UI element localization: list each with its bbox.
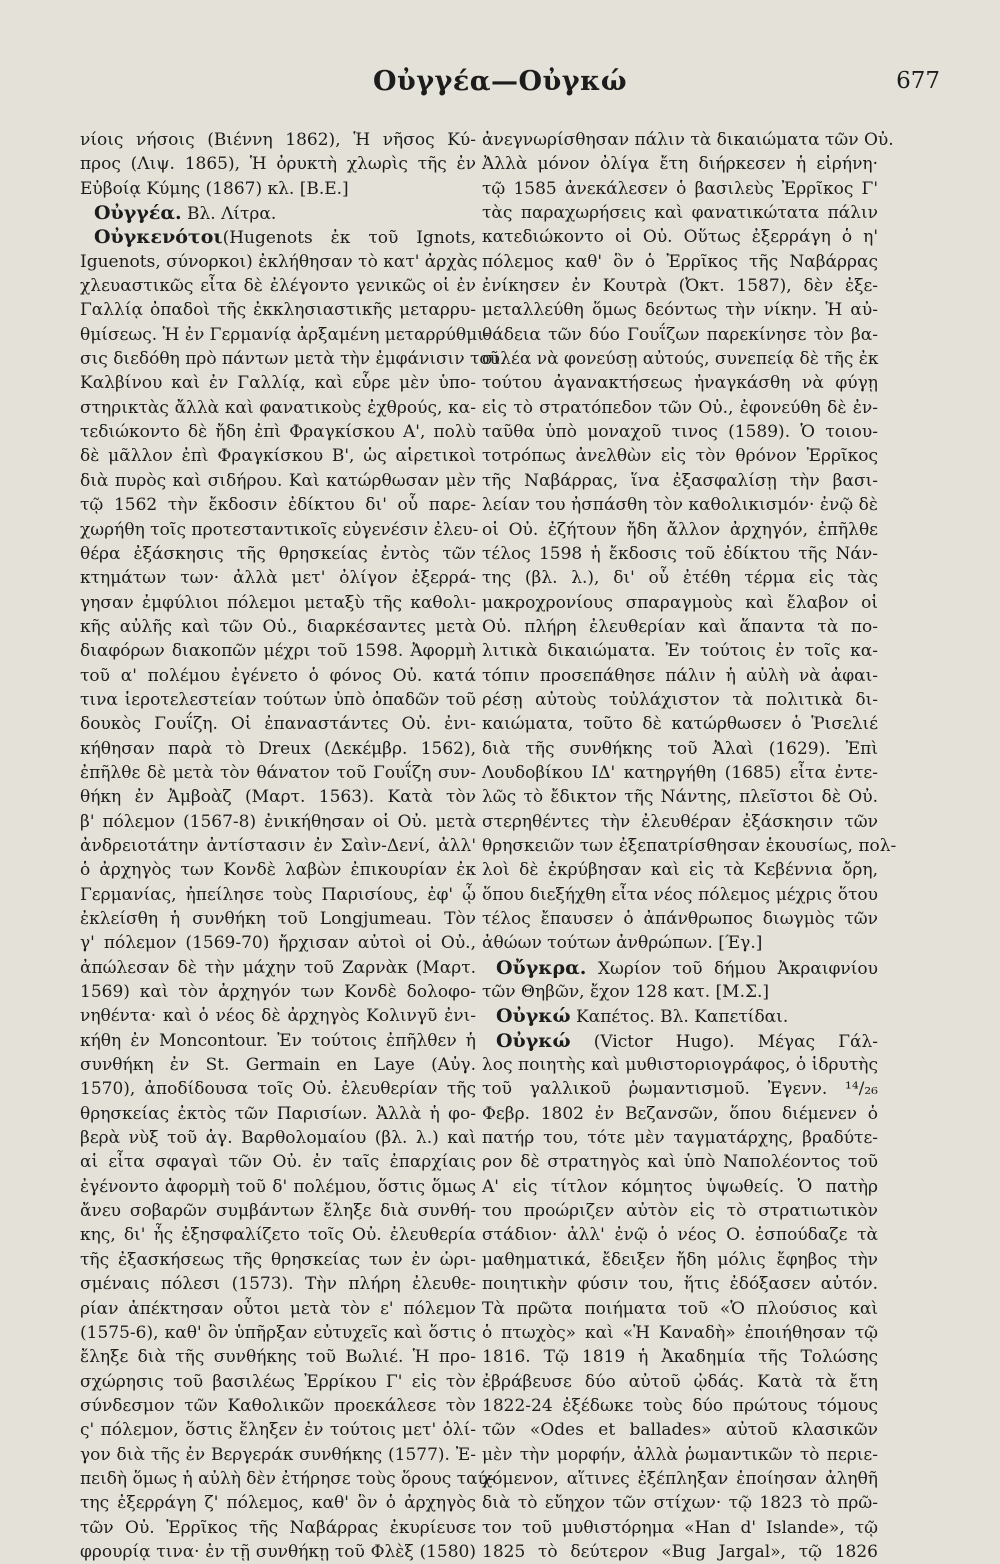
text-line <box>482 201 878 225</box>
line-text: ἀνεγνωρίσθησαν πάλιν τὰ δικαιώματα τῶν Οὐ. <box>482 130 894 150</box>
text-line <box>80 347 501 371</box>
text-line <box>80 858 476 882</box>
text-line <box>80 152 476 176</box>
text-line <box>80 1175 476 1199</box>
text-line <box>80 785 476 809</box>
running-head <box>60 66 940 106</box>
text-line <box>482 980 878 1004</box>
text-line <box>482 274 878 298</box>
page-number: 677 <box>896 68 940 94</box>
line-text: ἀνδρειοτάτην ἀντίστασιν ἐν Σαὶν-Δενί, ἀλλ' <box>80 835 476 856</box>
line-text: θήκη ἐν Ἀμβοὰζ (Μαρτ. 1563). Κατὰ τὸν <box>80 787 476 808</box>
text-line <box>80 688 476 712</box>
text-line <box>80 1126 476 1150</box>
line-text: νίοις νήσοις (Βιέννη 1862), Ἡ νῆσος Κύ- <box>80 130 476 150</box>
text-line <box>80 274 476 298</box>
text-line <box>80 1004 476 1028</box>
text-line <box>482 688 878 712</box>
text-line <box>80 1199 476 1223</box>
entry-headword: Οὐγγέα. <box>94 202 182 225</box>
line-text: λοὶ δὲ ἐκρύβησαν καὶ εἰς τὰ Κεβέννια ὄρη, <box>482 860 878 881</box>
line-text: τῶν Θηβῶν, ἔχον 128 κατ. [Μ.Σ.] <box>482 982 770 1003</box>
text-line <box>80 469 476 493</box>
text-line <box>80 639 476 663</box>
text-line <box>482 542 878 566</box>
text-line <box>80 542 476 566</box>
line-text: ἀθώων τούτων ἀνθρώπων. [Έγ.] <box>482 933 763 954</box>
line-text: της (βλ. λ.), δι' οὗ ἐτέθη τέρμα εἰς τὰς <box>482 568 878 589</box>
text-line <box>80 566 476 590</box>
text-line <box>482 177 878 201</box>
line-text: τέλος 1598 ἡ ἔκδοσις τοῦ ἐδίκτου τῆς Νάν- <box>482 543 878 564</box>
text-line <box>482 152 878 176</box>
text-line <box>80 1272 476 1296</box>
line-text: βερὰ νὺξ τοῦ ἁγ. Βαρθολομαίου (βλ. λ.) καὶ <box>80 1128 476 1149</box>
line-text: χόμενον, αἵτινες ἐξέπληξαν ἐποίησαν ἀληθῆ <box>482 1468 878 1489</box>
line-text: τον τοῦ μυθιστόρημα «Han d' Islande», τῷ <box>482 1517 878 1538</box>
entry-line <box>482 1004 878 1028</box>
line-text: σιλέα νὰ φονεύσῃ αὐτούς, συνεπείᾳ δὲ τῆς ἐκ <box>482 349 879 370</box>
line-text: σχώρησις τοῦ βασιλέως Ἐρρίκου Γ' εἰς τὸν <box>80 1371 476 1392</box>
text-line <box>80 1248 476 1272</box>
line-text: λιτικὰ δικαιώματα. Ἐν τούτοις ἐν τοῖς κα- <box>482 641 878 662</box>
line-text: Καπέτος. Βλ. Καπετίδαι. <box>570 1007 789 1028</box>
line-text: διὰ τὸ εὔηχον τῶν στίχων· τῷ 1823 τὸ πρῶ- <box>482 1493 878 1514</box>
line-text: δουκὸς Γουΐζη. Οἱ ἐπαναστάντες Οὐ. ἐνι- <box>80 714 476 735</box>
line-text: λος ποιητὴς καὶ μυθιστοριογράφος, ὁ ἱδρυτὴς <box>482 1055 878 1076</box>
line-text: στερηθέντες τὴν ἐλευθέραν ἐξάσκησιν τῶν <box>482 811 878 832</box>
text-line <box>80 1223 476 1247</box>
text-line <box>482 664 878 688</box>
line-text: ἐπῆλθε δὲ μετὰ τὸν θάνατον τοῦ Γουΐζη συν- <box>80 762 476 783</box>
line-text: ρίαν ἀπέκτησαν οὗτοι μετὰ τὸν ε' πόλεμον <box>80 1298 476 1319</box>
line-text: β' πόλεμον (1567-8) ἐνικήθησαν οἱ Οὐ. μετὰ <box>80 811 476 832</box>
line-text: συνθήκη ἐν St. Germain en Laye (Αὐγ. <box>80 1055 476 1076</box>
line-text: ἄνευ σοβαρῶν συμβάντων ἔληξε διὰ συνθή- <box>80 1201 476 1222</box>
text-line <box>80 810 476 834</box>
line-text: μεταλλεύθη ὅμως δεόντως τὴν νίκην. Ἡ αὐ- <box>482 300 878 321</box>
text-line <box>482 1272 878 1296</box>
text-line <box>80 737 476 761</box>
text-line <box>482 420 878 444</box>
line-text: ὁ ἀρχηγὸς των Κονδὲ λαβὼν ἐπικουρίαν ἐκ <box>80 860 476 881</box>
text-line <box>482 250 878 274</box>
line-text: Καλβίνου καὶ ἐν Γαλλίᾳ, καὶ εὗρε μὲν ὑπο- <box>80 373 476 394</box>
entry-headword: Οὐγκώ <box>496 1005 571 1028</box>
entry-line <box>482 1029 878 1053</box>
text-line <box>482 1223 878 1247</box>
line-text: Βλ. Λίτρα. <box>181 204 277 225</box>
line-text: πειδὴ ὅμως ἡ αὐλὴ δὲν ἐτήρησε τοὺς ὅρους ταύ- <box>80 1468 494 1489</box>
line-text: τὰς παραχωρήσεις καὶ φανατικώτατα πάλιν <box>482 203 878 224</box>
line-text: ρέσῃ αὐτοὺς τοὐλάχιστον τὰ πολιτικὰ δι- <box>482 689 878 710</box>
line-text: τοῦ α' πολέμου ἐγένετο ὁ φόνος Οὐ. κατά <box>80 665 476 686</box>
line-text: Λουδοβίκου ΙΔ' κατηργήθη (1685) εἶτα ἐντε- <box>482 762 878 783</box>
line-text: τόπιν προσεπάθησε πάλιν ἡ αὐλὴ νὰ ἀφαι- <box>482 665 878 686</box>
text-line <box>482 883 878 907</box>
line-text: τούτου ἀγανακτήσεως ἠναγκάσθη νὰ φύγῃ <box>482 373 878 394</box>
line-text: τῷ 1562 τὴν ἔκδοσιν ἐδίκτου δι' οὗ παρε- <box>80 495 476 516</box>
left-column <box>80 128 501 1564</box>
line-text: εἰς τὸ στρατόπεδον τῶν Οὐ., ἐφονεύθη δὲ ἐν- <box>482 397 878 418</box>
text-line <box>482 907 878 931</box>
text-line <box>482 1321 878 1345</box>
text-line <box>482 469 878 493</box>
text-line <box>482 444 878 468</box>
text-line <box>482 1199 878 1223</box>
line-text: σις διεδόθη πρὸ πάντων μετὰ τὴν ἐμφάνισιν τοῦ <box>80 349 501 370</box>
text-line <box>482 1370 878 1394</box>
text-line <box>80 712 476 736</box>
text-line <box>482 1418 878 1442</box>
line-text: ὅπου διεξήχθη εἶτα νέος πόλεμος μέχρις ὅτου <box>482 884 878 905</box>
line-text: 1570), ἀποδίδουσα τοῖς Οὐ. ἐλευθερίαν τῆς <box>80 1079 476 1100</box>
line-text: Γαλλίᾳ ὀπαδοὶ τῆς ἐκκλησιαστικῆς μεταρρυ- <box>80 300 476 321</box>
entry-headword: Οὔγκρα. <box>496 956 587 979</box>
line-text: κατεδιώκοντο οἱ Οὐ. Οὕτως ἐξερράγη ὁ η' <box>482 227 878 248</box>
line-text: κήθη ἐν Moncontour. Ἐν τούτοις ἐπῆλθεν ἡ <box>80 1030 476 1051</box>
line-text: (Hugenots ἐκ τοῦ Ignots, <box>222 228 476 249</box>
line-text: ἐβράβευσε δύο αὐτοῦ ᾠδάς. Κατὰ τὰ ἔτη <box>482 1371 878 1392</box>
text-line <box>482 1053 878 1077</box>
text-line <box>482 761 878 785</box>
line-text: φρουρίᾳ τινα· ἐν τῇ συνθήκῃ τοῦ Φλὲξ (1580) <box>80 1541 476 1562</box>
text-line <box>80 128 476 152</box>
line-text: γ' πόλεμον (1569-70) ἤρχισαν αὐτοὶ οἱ Οὐ., <box>80 933 476 954</box>
line-text: 1569) καὶ τὸν ἀρχηγόν των Κονδὲ δολοφο- <box>80 982 476 1003</box>
entry-line <box>482 956 878 980</box>
text-line <box>482 225 878 249</box>
text-line <box>482 371 878 395</box>
line-text: 1822-24 ἐξέδωκε τοὺς δύο πρώτους τόμους <box>482 1395 878 1416</box>
text-line <box>482 298 878 322</box>
line-text: 1825 τὸ δεύτερον «Bug Jargal», τῷ 1826 <box>482 1541 878 1562</box>
line-text: στάδιον· ἀλλ' ἐνῷ ὁ νέος Ο. ἐσπούδαζε τὰ <box>482 1225 878 1246</box>
text-line <box>482 1467 878 1491</box>
text-line <box>482 1345 878 1369</box>
text-line <box>482 1491 878 1515</box>
text-line <box>80 250 476 274</box>
text-line <box>482 810 878 834</box>
line-text: γον διὰ τῆς ἐν Βεργεράκ συνθήκης (1577). Ἐ- <box>80 1444 476 1465</box>
line-text: κήθησαν παρὰ τὸ Dreux (Δεκέμβρ. 1562), <box>80 738 476 759</box>
line-text: Εὐβοίᾳ Κύμης (1867) κλ. [Β.Ε.] <box>80 178 349 199</box>
line-text: τῆς Ναβάρρας, ἵνα ἐξασφαλίσῃ τὴν βασι- <box>482 470 878 491</box>
text-line <box>482 591 878 615</box>
text-line <box>482 128 894 152</box>
text-line <box>482 931 878 955</box>
line-text: θμίσεως. Ἡ ἐν Γερμανίᾳ ἀρξαμένη μεταρρύθμι- <box>80 324 490 345</box>
text-line <box>80 1516 476 1540</box>
text-line <box>80 956 476 980</box>
text-line <box>482 834 897 858</box>
line-text: (1575-6), καθ' ὃν ὑπῆρξαν εὐτυχεῖς καὶ ὅστις <box>80 1322 476 1343</box>
text-line <box>80 1029 476 1053</box>
line-text: κτημάτων των· ἀλλὰ μετ' ὀλίγον ἐξερρά- <box>80 568 476 589</box>
line-text: καιώματα, τοῦτο δὲ κατώρθωσεν ὁ Ῥισελιέ <box>482 714 878 735</box>
line-text: τοῦ γαλλικοῦ ῥωμαντισμοῦ. Ἐγενν. ¹⁴/₂₆ <box>482 1079 878 1100</box>
line-text: Α' εἰς τίτλον κόμητος ὑψωθείς. Ὁ πατὴρ <box>482 1176 878 1197</box>
line-text: ὁ πτωχὸς» καὶ «Ἡ Καναδὴ» ἐποιήθησαν τῷ <box>482 1322 878 1343</box>
text-line <box>482 1394 878 1418</box>
line-text: οἱ Οὐ. ἐζήτουν ἤδη ἄλλον ἀρχηγόν, ἐπῆλθε <box>482 519 878 540</box>
text-line <box>482 396 878 420</box>
text-line <box>80 298 476 322</box>
text-line <box>482 737 878 761</box>
line-text: τοτρόπως ἀνελθὼν εἰς τὸν θρόνον Ἐρρῖκος <box>482 446 878 467</box>
text-line <box>80 591 476 615</box>
line-text: δὲ μᾶλλον ἐπὶ Φραγκίσκου Β', ὡς αἱρετικοὶ <box>80 446 476 467</box>
line-text: προς (Λιψ. 1865), Ἡ ὀρυκτὴ χλωρὶς τῆς ἐν <box>80 154 476 175</box>
line-text: μακροχρονίους σπαραγμοὺς καὶ ἔλαβον οἱ <box>482 592 878 613</box>
text-line <box>80 371 476 395</box>
text-line <box>482 712 878 736</box>
line-text: Τὰ πρῶτα ποιήματα τοῦ «Ὁ πλούσιος καὶ <box>482 1298 878 1319</box>
text-line <box>80 883 476 907</box>
line-text: Iguenots, σύνορκοι) ἐκλήθησαν τὸ κατ' ἀρχὰς <box>80 251 478 272</box>
line-text: διὰ πυρὸς καὶ σιδήρου. Καὶ κατώρθωσαν μὲν <box>80 470 476 491</box>
text-line <box>482 566 878 590</box>
entry-line <box>80 225 476 249</box>
line-text: στηρικτὰς ἄλλὰ καὶ φανατικοὺς ἐχθρούς, κα- <box>80 397 476 418</box>
line-text: αἱ εἶτα σφαγαὶ τῶν Οὐ. ἐν ταῖς ἐπαρχίαις <box>80 1152 476 1173</box>
line-text: ἐκλείσθη ἡ συνθήκη τοῦ Longjumeau. Τὸν <box>80 909 476 929</box>
line-text: λείαν του ἠσπάσθη τὸν καθολικισμόν· ἐνῷ δὲ <box>482 495 878 516</box>
text-line <box>80 1467 494 1491</box>
line-text: τῶν «Odes et ballades» αὐτοῦ κλασικῶν <box>482 1420 878 1441</box>
entry-headword: Οὐγκώ <box>496 1029 571 1052</box>
text-line <box>80 1077 476 1101</box>
text-line <box>80 615 476 639</box>
line-text: θέρα ἐξάσκησις τῆς θρησκείας ἐντὸς τῶν <box>80 543 476 564</box>
text-line <box>482 639 878 663</box>
text-line <box>80 980 476 1004</box>
line-text: τεδιώκοντο δὲ ἤδη ἐπὶ Φραγκίσκου Α', πολὺ <box>80 422 476 443</box>
line-text: κῆς αὐλῆς καὶ τῶν Οὐ., διαρκέσαντες μετὰ <box>80 616 476 637</box>
line-text: ἐγένοντο ἀφορμὴ τοῦ δ' πολέμου, ὅστις ὅμως <box>80 1176 476 1197</box>
line-text: γησαν ἐμφύλιοι πόλεμοι μεταξὺ τῆς καθολι- <box>80 592 476 613</box>
text-line <box>482 347 878 371</box>
text-line <box>80 1321 476 1345</box>
line-text: νηθέντα· καὶ ὁ νέος δὲ ἀρχηγὸς Κολινγῦ ἐνι- <box>80 1006 476 1027</box>
text-line <box>80 834 476 858</box>
text-line <box>80 1053 476 1077</box>
line-text: ς' πόλεμον, ὅστις ἔληξεν ἐν τούτοις μετ' ὀλί- <box>80 1420 476 1441</box>
line-text: μαθηματικά, ἔδειξεν ἤδη μόλις ἔφηβος τὴν <box>482 1249 878 1270</box>
line-text: χλευαστικῶς εἶτα δὲ ἐλέγοντο γενικῶς οἱ ἐν <box>80 276 476 297</box>
right-column <box>482 128 897 1564</box>
text-line <box>482 1102 878 1126</box>
text-line <box>80 323 490 347</box>
text-line <box>482 1516 878 1540</box>
line-text: Ἀλλὰ μόνον ὀλίγα ἔτη διήρκεσεν ἡ εἰρήνη· <box>482 154 878 175</box>
text-line <box>482 858 878 882</box>
line-text: του προώριζεν αὐτὸν εἰς τὸ στρατιωτικὸν <box>482 1201 878 1222</box>
text-line <box>80 444 476 468</box>
text-line <box>482 518 878 542</box>
text-line <box>80 1150 476 1174</box>
text-line <box>80 1394 476 1418</box>
text-line <box>482 1443 878 1467</box>
text-line <box>80 1297 476 1321</box>
line-text: ταῦθα ὑπὸ μοναχοῦ τινος (1589). Ὁ τοιου- <box>482 422 878 443</box>
line-text: Χωρίον τοῦ δήμου Ἀκραιφνίου <box>586 958 878 979</box>
line-text: ἐνίκησεν ἐν Κουτρὰ (Ὀκτ. 1587), δὲν ἐξε- <box>482 276 878 297</box>
line-text: τινα ἱεροτελεστείαν τούτων ὑπὸ ὀπαδῶν τοῦ <box>80 689 476 710</box>
line-text: θρησκειῶν των ἐξεπατρίσθησαν ἑκουσίως, πολ- <box>482 835 897 856</box>
text-line <box>80 664 476 688</box>
line-text: θρησκείας ἐκτὸς τῶν Παρισίων. Ἀλλὰ ἡ φο- <box>80 1103 476 1124</box>
line-text: τῶν Οὐ. Ἐρρῖκος τῆς Ναβάρρας ἐκυρίευσε <box>80 1517 476 1538</box>
line-text: Φεβρ. 1802 ἐν Βεζανσῶν, ὅπου διέμενεν ὁ <box>482 1103 878 1124</box>
text-line <box>482 1297 878 1321</box>
line-text: πατήρ του, τότε μὲν ταγματάρχης, βραδύτε- <box>482 1128 878 1149</box>
text-line <box>80 1345 476 1369</box>
line-text: θάδεια τῶν δύο Γουΐζων παρεκίνησε τὸν βα- <box>482 324 878 345</box>
line-text: χωρήθη τοῖς προτεσταντικοῖς εὐγενέσιν ἐλευ- <box>80 519 479 540</box>
line-text: της ἐξερράγη ζ' πόλεμος, καθ' ὃν ὁ ἀρχηγὸς <box>80 1493 476 1514</box>
text-line <box>80 396 476 420</box>
text-line <box>80 1418 476 1442</box>
text-line <box>80 1370 476 1394</box>
text-line <box>482 493 878 517</box>
entry-line <box>80 201 476 225</box>
text-line <box>80 420 476 444</box>
text-line <box>482 785 878 809</box>
line-text: διαφόρων διακοπῶν μέχρι τοῦ 1598. Ἀφορμὴ <box>80 641 476 662</box>
page-title: Οὐγγέα—Οὐγκώ <box>372 66 628 97</box>
line-text: σύνδεσμον τῶν Καθολικῶν προεκάλεσε τὸν <box>80 1395 476 1416</box>
line-text: Γερμανίας, ἠπείλησε τοὺς Παρισίους, ἐφ' ᾧ <box>80 884 476 905</box>
text-line <box>80 761 476 785</box>
line-text: (Victor Hugo). Μέγας Γάλ- <box>570 1031 878 1052</box>
text-line <box>80 493 476 517</box>
line-text: τέλος ἔπαυσεν ὁ ἀπάνθρωπος διωγμὸς τῶν <box>482 909 878 929</box>
text-line <box>482 1126 878 1150</box>
text-line <box>80 1102 476 1126</box>
line-text: σμέναις πόλεσι (1573). Τὴν πλήρη ἐλευθε- <box>80 1274 476 1295</box>
text-line <box>482 1175 878 1199</box>
line-text: τῆς ἐξασκήσεως τῆς θρησκείας των ἐν ὡρι- <box>80 1249 476 1270</box>
line-text: 1816. Τῷ 1819 ἡ Ἀκαδημία τῆς Τολώσης <box>482 1347 878 1368</box>
text-line <box>80 177 476 201</box>
text-line <box>482 1248 878 1272</box>
line-text: λῶς τὸ ἔδικτον τῆς Νάντης, πλεῖστοι δὲ Οὐ. <box>482 787 878 808</box>
line-text: ρον δὲ στρατηγὸς καὶ ὑπὸ Ναπολέοντος τοῦ <box>482 1152 878 1173</box>
line-text: διὰ τῆς συνθήκης τοῦ Ἀλαὶ (1629). Ἐπὶ <box>482 738 878 759</box>
line-text: μὲν τὴν μορφήν, ἀλλὰ ῥωμαντικῶν τὸ περιε- <box>482 1444 878 1465</box>
text-line <box>482 1077 878 1101</box>
line-text: πόλεμος καθ' ὃν ὁ Ἐρρῖκος τῆς Ναβάρρας <box>482 251 878 272</box>
line-text: τῷ 1585 ἀνεκάλεσεν ὁ βασιλεὺς Ἐρρῖκος Γ' <box>482 178 878 199</box>
text-line <box>80 1491 476 1515</box>
line-text: ἀπώλεσαν δὲ τὴν μάχην τοῦ Ζαρνὰκ (Μαρτ. <box>80 957 476 978</box>
line-text: ποιητικὴν φύσιν του, ἥτις ἐδόξασεν αὐτόν. <box>482 1274 878 1295</box>
text-line <box>80 907 476 931</box>
text-line <box>482 1150 878 1174</box>
text-line <box>80 931 476 955</box>
line-text: Οὐ. πλήρη ἐλευθερίαν καὶ ἅπαντα τὰ πο- <box>482 616 878 637</box>
text-line <box>482 615 878 639</box>
text-line <box>80 1443 476 1467</box>
text-line <box>80 518 479 542</box>
line-text: κης, δι' ἧς ἐξησφαλίζετο τοῖς Οὐ. ἐλευθερία <box>80 1225 476 1246</box>
line-text: ἔληξε διὰ τῆς συνθήκης τοῦ Βωλιέ. Ἡ προ- <box>80 1347 476 1368</box>
text-line <box>482 323 878 347</box>
entry-headword: Οὐγκενότοι <box>94 226 223 249</box>
